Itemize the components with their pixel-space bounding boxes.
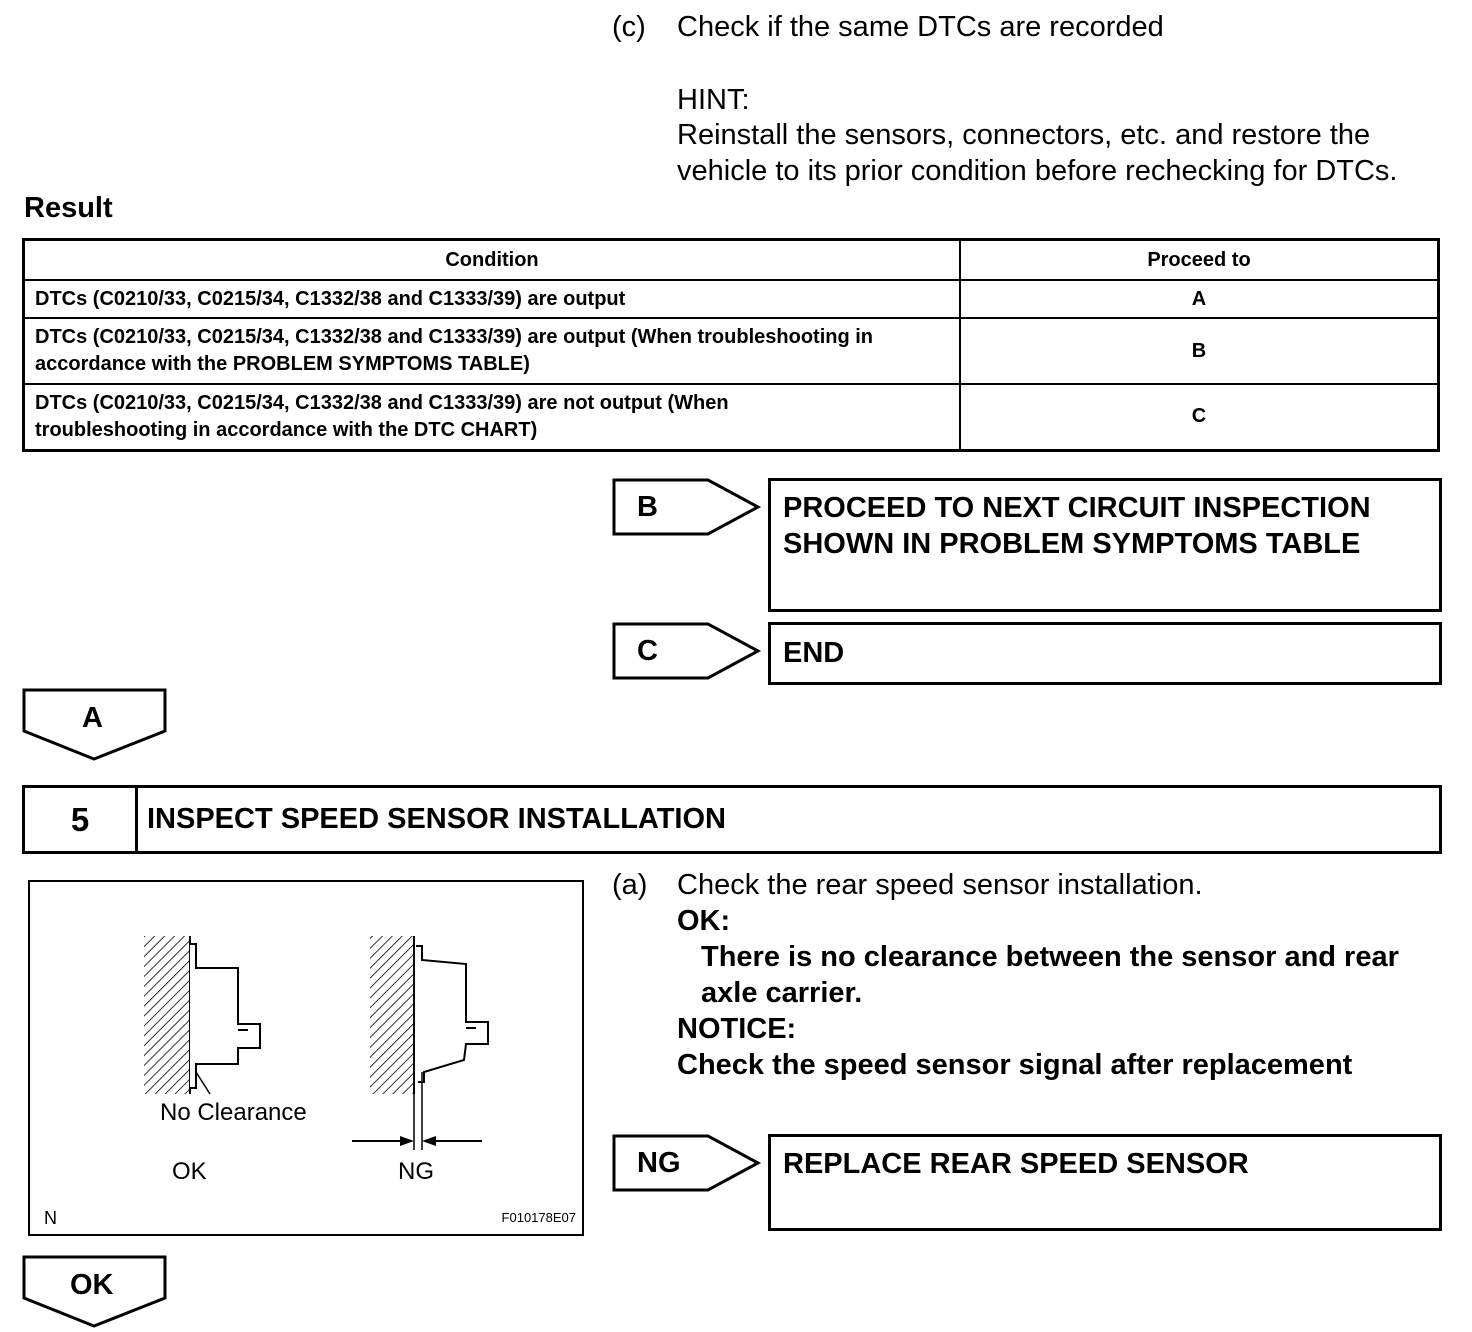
column-header-proceed: Proceed to (960, 240, 1439, 281)
branch-b-label: B (637, 491, 658, 523)
hint-label: HINT: (677, 84, 750, 116)
table-row (24, 280, 1439, 318)
branch-ng-box (768, 1134, 1442, 1231)
column-header-condition: Condition (24, 240, 961, 281)
proceed-cell: A (960, 280, 1439, 318)
branch-b-line-2: SHOWN IN PROBLEM SYMPTOMS TABLE (783, 528, 1361, 560)
branch-ok-label: OK (70, 1269, 114, 1301)
condition-line: accordance with the PROBLEM SYMPTOMS TABLE) (35, 353, 530, 375)
branch-ng-label: NG (637, 1147, 681, 1179)
step-c-marker: (c) (612, 11, 646, 43)
branch-c-arrow (612, 622, 762, 680)
ok-label: OK (172, 1158, 207, 1185)
condition-cell (24, 384, 961, 450)
result-heading: Result (24, 192, 113, 224)
axle-carrier-hatch-ng (370, 936, 414, 1094)
branch-c-label: C (637, 635, 658, 667)
proceed-cell: C (960, 384, 1439, 450)
branch-b-line-1: PROCEED TO NEXT CIRCUIT INSPECTION (783, 492, 1371, 524)
step-c-text: Check if the same DTCs are recorded (677, 11, 1164, 43)
step-a-marker: (a) (612, 869, 648, 901)
branch-ng-arrow (612, 1134, 762, 1192)
notice-label: NOTICE: (677, 1013, 797, 1045)
condition-line: DTCs (C0210/33, C0215/34, C1332/38 and C1333/39) are not output (When (35, 391, 729, 414)
condition-cell (24, 318, 961, 384)
proceed-cell: B (960, 318, 1439, 384)
condition-line: DTCs (C0210/33, C0215/34, C1332/38 and C1333/39) are output (35, 287, 626, 310)
hint-line-2: vehicle to its prior condition before rechecking for DTCs. (677, 155, 1398, 187)
condition-line: DTCs (C0210/33, C0215/34, C1332/38 and C1333/39) are output (When troubleshooting in (35, 326, 874, 348)
branch-c-text: END (783, 637, 845, 669)
condition-cell (24, 280, 961, 318)
sensor-ng (416, 946, 488, 1082)
sensor-illustration (30, 882, 582, 1234)
ng-label: NG (398, 1158, 434, 1185)
sensor-figure (28, 880, 584, 1236)
notice-text: Check the speed sensor signal after replacement (677, 1049, 1353, 1081)
ok-criteria-line-1: There is no clearance between the sensor and rear (701, 941, 1399, 973)
figure-code: F010178E07 (501, 1210, 576, 1225)
step-a-text: Check the rear speed sensor installation. (677, 869, 1203, 901)
table-header-row (24, 240, 1439, 281)
branch-b-arrow (612, 478, 762, 536)
table-row (24, 384, 1439, 450)
condition-line: troubleshooting in accordance with the DTC CHART) (35, 418, 538, 441)
ok-criteria-line-2: axle carrier. (701, 977, 863, 1009)
no-clearance-label: No Clearance (160, 1099, 307, 1126)
ok-criteria-label: OK: (677, 905, 731, 937)
branch-b-box (768, 478, 1442, 612)
branch-ng-text: REPLACE REAR SPEED SENSOR (783, 1148, 1249, 1180)
step-number: 5 (25, 788, 138, 851)
leader-line (196, 1072, 210, 1094)
table-row (24, 318, 1439, 384)
branch-a-label: A (82, 702, 103, 734)
hint-line-1: Reinstall the sensors, connectors, etc. and restore the (677, 119, 1371, 151)
result-table (22, 238, 1440, 452)
axle-carrier-hatch-ok (144, 936, 190, 1094)
step-5-header (22, 785, 1442, 854)
sensor-ok (190, 944, 260, 1088)
branch-c-box (768, 622, 1442, 685)
figure-corner-label: N (44, 1208, 57, 1228)
step-title: INSPECT SPEED SENSOR INSTALLATION (147, 803, 726, 835)
